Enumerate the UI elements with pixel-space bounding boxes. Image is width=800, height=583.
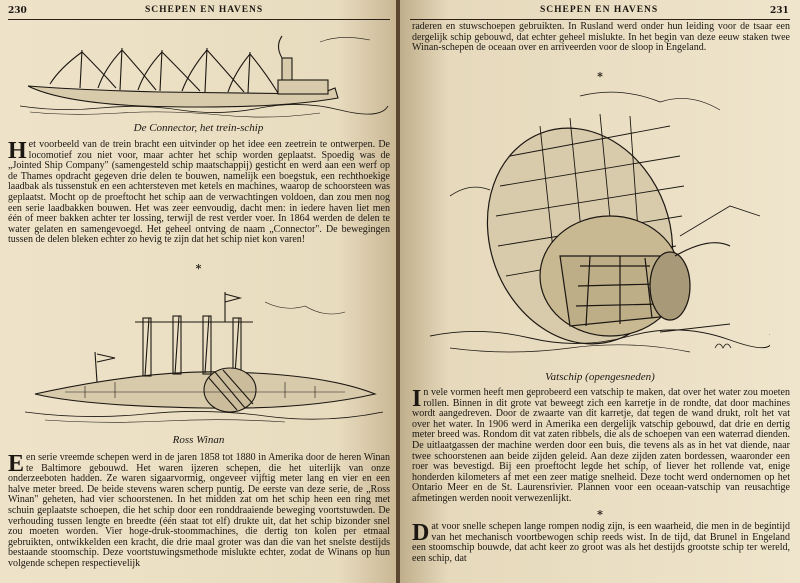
caption-connector: De Connector, het trein-schip: [133, 122, 264, 134]
page-number: 231: [770, 6, 789, 16]
running-header: SCHEPEN EN HAVENS: [145, 5, 264, 15]
paragraph-text: at voor snelle schepen lange rompen nodig zijn, is een waarheid, die men in de begintijd van het mechanisch voortbewogen schip reeds wist. In de tijd, dat Brunel in Engeland een stoomschip bouwde, dat acht keer zo groot was als het destijds grootste schip ter wereld, een schip, dat: [412, 521, 790, 564]
drop-cap: I: [412, 386, 422, 412]
paragraph-connector: [8, 140, 390, 246]
running-header: SCHEPEN EN HAVENS: [540, 5, 659, 15]
left-page: [0, 0, 397, 583]
section-separator: *: [597, 70, 603, 83]
paragraph-winan-continued: raderen en stuwschoepen gebruikten. In Rusland werd onder hun leiding voor de tsaar een dergelijk schip gebouwd, dat echter geheel mislukte. In het begin van deze eeuw staken twee Winan-schepen de oceaan over en arriveerden voor de sloop in Engeland.: [412, 21, 790, 54]
paragraph-winan: [8, 453, 390, 570]
paragraph-text: en serie vreemde schepen werd in de jaren 1858 tot 1880 in Amerika door de heren Winan te Baltimore gebouwd. Het waren ijzeren schepen, die het uiterlijk van onze onderzeeboten hadden. Ze waren sigaarvormig, ongeveer vijftig meter lang en vier en een halve meter breed. De beide stevens waren scherp puntig. De eerste van deze serie, de „Ross Winan" geheten, had vier schoorstenen. In het midden zat om het schip heen een ring met schuin geplaatste schoepen, die het schip door een ronddraaiende beweging voortstuwden. De verhouding tussen lengte en breedte (één staat tot elf) drukte uit, dat het schip bizonder snel zou moeten worden. Vier hoge-druk-stoommachines, die dertig ton kolen per etmaal gebruikten, ontwikkelden een kracht, die drie maal groter was dan die van het snelste destijds bestaande stoomschip. Deze voortstuwingsmethode mislukte echter, zodat de Winans op hun volgende schepen respectievelijk: [8, 452, 390, 569]
paragraph-text: et voorbeeld van de trein bracht een uitvinder op het idee een zeetrein te ontwerpen. De locomotief zou niet voor, maar achter het schip worden geplaatst. Spoedig was de „Jointed Ship Company" (samengesteld schip maatschappij) gesticht en werd aan een werf op de Thames opdracht gegeven drie delen te bouwen, namelijk een boegstuk, een rechthoekige laadbak als tussenstuk en een achtersteven met ketels en machines, waarop de schoorsteen was geplaatst. Mocht op de proeftocht het schip aan de verwachtingen voldoen, dan zou men nog een serie laadbakken bouwen. Het was zeer eenvoudig, dacht men: in iedere haven liet men één of meer bakken achter ter lossing, terwijl de rest verder voer. In 1864 werden de delen te water gelaten en samengevoegd. Het geheel ontving de naam „Connector". De bewegingen tussen de delen bleken echter zo hevig te zijn dat het schip niet kon varen!: [8, 139, 390, 246]
paragraph-vatschip: [412, 388, 790, 505]
header-rule: [410, 19, 790, 20]
caption-vatschip: Vatschip (opengesneden): [545, 371, 655, 383]
paragraph-brunel: [412, 522, 790, 564]
barrel-ship-illustration: [430, 86, 770, 368]
ross-winan-ship-illustration: [25, 282, 385, 432]
paragraph-text: n vele vormen heeft men geprobeerd een vatschip te maken, dat over het water zou moeten rollen. Binnen in dit grote vat beweegt zich een karretje in de rondte, dat door machines wordt aangedreven. Door de zwaarte van dit karretje, dat tegen de wand drukt, rolt het vat over het water. In 1906 werd in Amerika een dergelijk vatschip gebouwd, dat drie en dertig meter breed was. Rondom dit vat zaten ribbels, die als de schoepen van een waterrad dienden. De uitlaatgassen der machine werden door een buis, die tevens als as in het vat diende, naar twee schoorstenen aan beide zijden geleid. Aan deze zijden zaten bordessen, waaronder een roer was bevestigd. Bij een proeftocht legde het schip, of liever het rollende vat, enige honderden kilometers af met een zeer matige snelheid. Deze tocht werd ondernomen op het Ontario Meer en de St. Laurensrivier. Plannen voor een oceaan-vatschip van reusachtige afmetingen werden nooit verwezenlijkt.: [412, 387, 790, 504]
page-number: 230: [8, 6, 27, 16]
right-page: [400, 0, 800, 583]
drop-cap: E: [8, 451, 25, 477]
section-separator: *: [195, 262, 202, 275]
drop-cap: H: [8, 138, 27, 164]
drop-cap: D: [412, 520, 430, 546]
section-separator: *: [597, 508, 603, 521]
header-rule: [8, 19, 390, 20]
connector-ship-illustration: [20, 28, 390, 120]
caption-winan: Ross Winan: [172, 434, 225, 446]
